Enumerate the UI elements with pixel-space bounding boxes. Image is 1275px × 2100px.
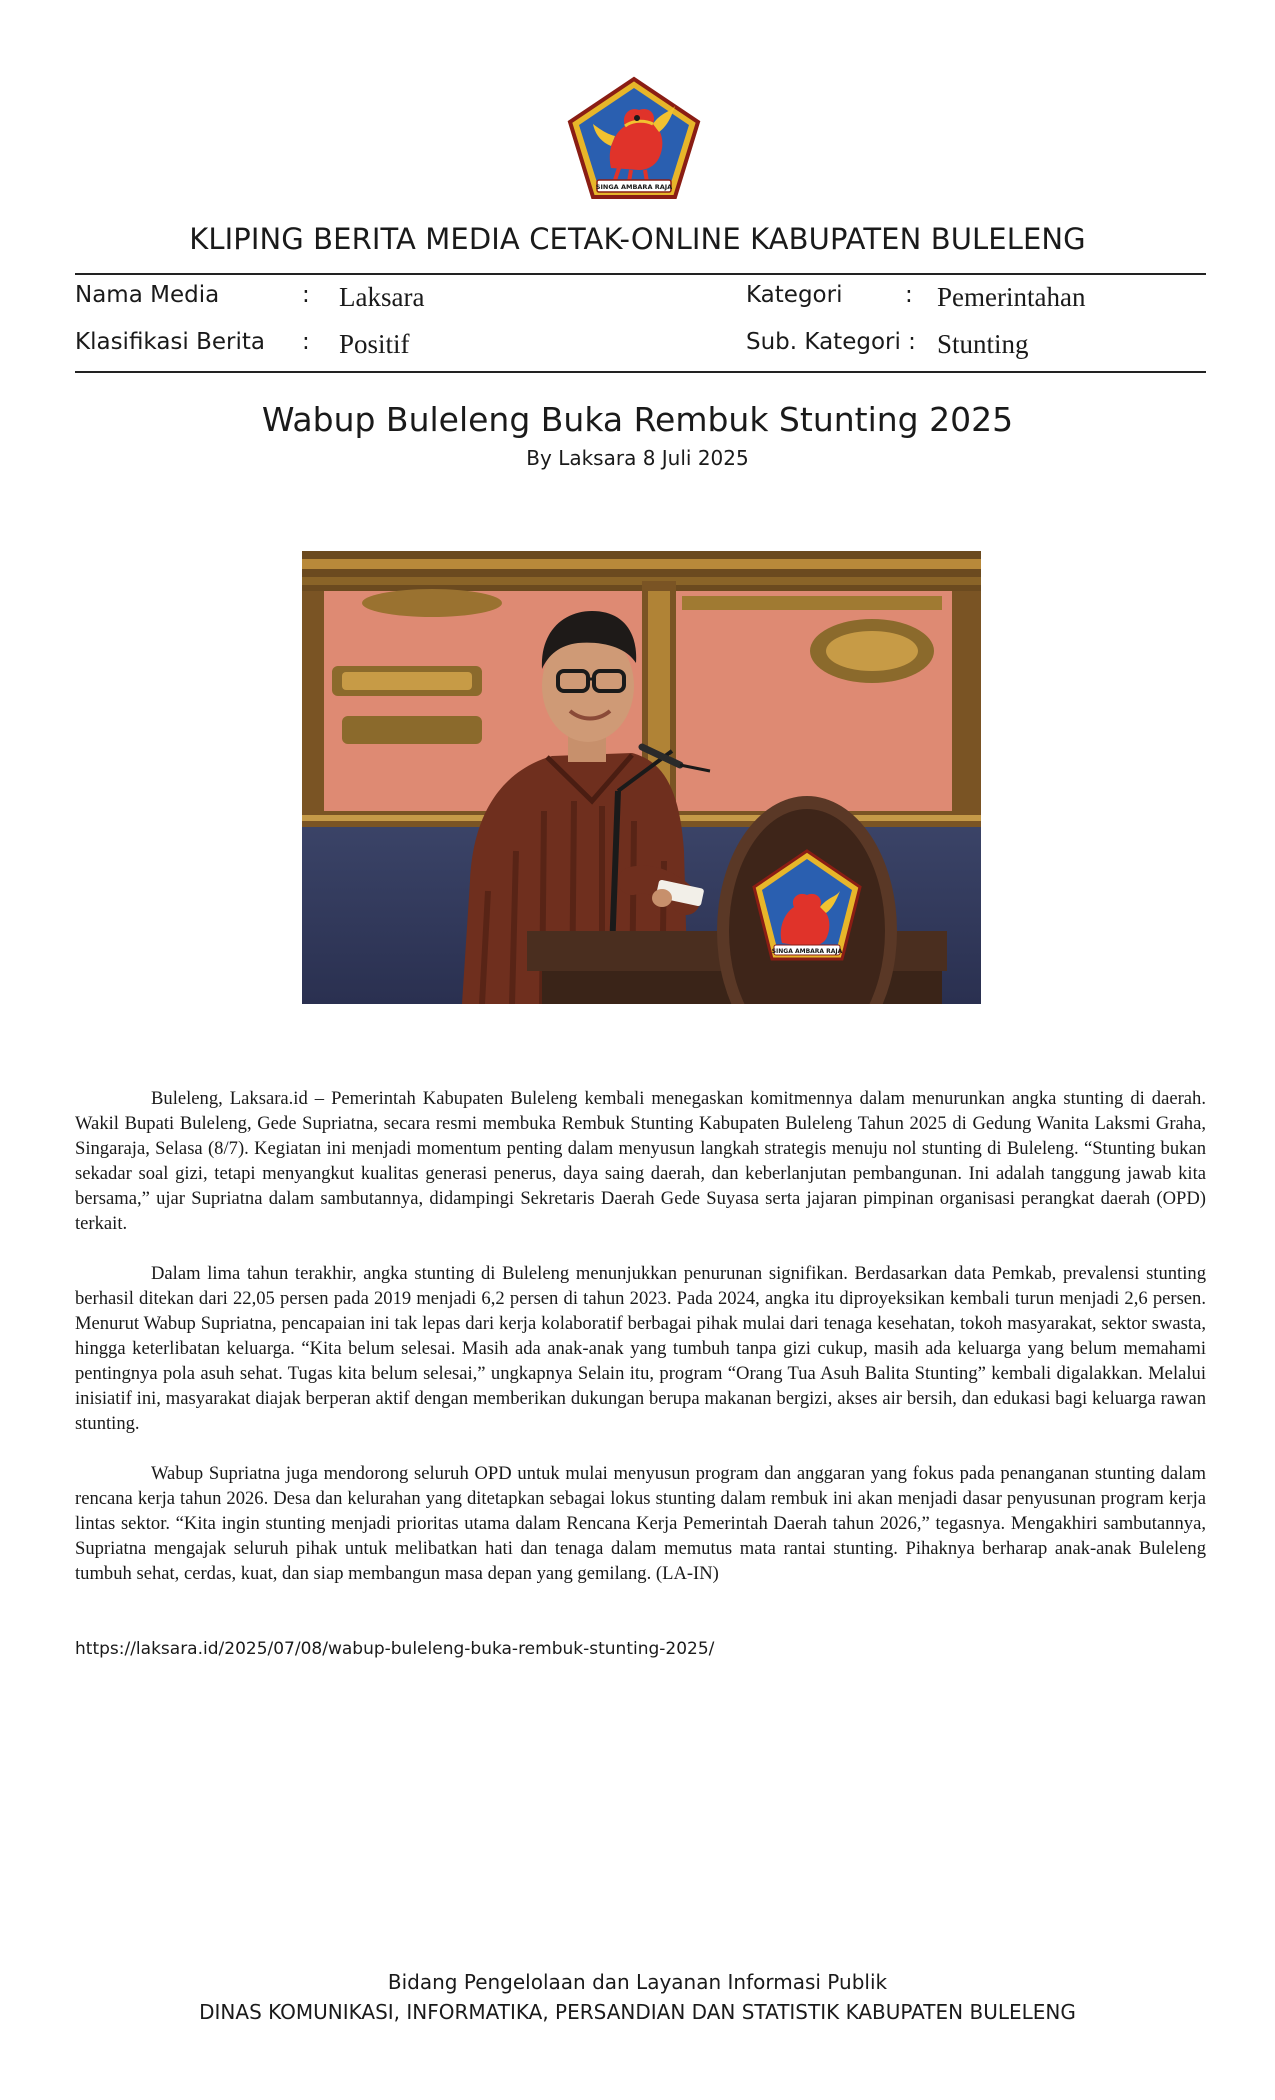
category-value: Pemerintahan [937,282,1086,312]
article-byline: By Laksara 8 Juli 2025 [526,446,749,470]
document-title: KLIPING BERITA MEDIA CETAK-ONLINE KABUPATEN BULELENG [189,222,1086,256]
article-photo [302,551,981,1004]
header-top-rule [75,273,1206,275]
classification-label: Klasifikasi Berita [75,329,266,355]
category-colon: : [905,282,913,308]
footer-agency: DINAS KOMUNIKASI, INFORMATIKA, PERSANDIAN DAN STATISTIK KABUPATEN BULELENG [199,2000,1076,2024]
article-paragraph: Dalam lima tahun terakhir, angka stunting di Buleleng menunjukkan penurunan signifikan. Berdasarkan data Pemkab, prevalensi stunting berhasil ditekan dari 22,05 persen pada 2019 menjadi 6,2 persen di tahun 2023. Pada 2024, angka itu diproyeksikan kembali turun menjadi 2,6 persen. Menurut Wabup Supriatna, pencapaian ini tak lepas dari kerja kolaboratif berbagai pihak mulai dari tenaga kesehatan, tokoh masyarakat, sektor swasta, hingga keterlibatan keluarga. “Kita belum selesai. Masih ada anak-anak yang tumbuh tanpa gizi cukup, masih ada keluarga yang belum memahami pentingnya pola asuh sehat. Tugas kita belum selesai,” ungkapnya Selain itu, program “Orang Tua Asuh Balita Stunting” kembali digalakkan. Melalui inisiatif ini, masyarakat diajak berperan aktif dengan memberikan dukungan berupa makanan bergizi, akses air bersih, dan edukasi bagi keluarga rawan stunting. [75,1263,1206,1434]
header-bottom-rule [75,371,1206,373]
article-body [75,1086,1206,1611]
article-paragraph: Wabup Supriatna juga mendorong seluruh OPD untuk mulai menyusun program dan anggaran yang fokus pada penanganan stunting dalam rencana kerja tahun 2026. Desa dan kelurahan yang ditetapkan sebagai lokus stunting dalam rembuk ini akan menjadi dasar penyusunan program kerja lintas sektor. “Kita ingin stunting menjadi prioritas utama dalam Rencana Kerja Pemerintah Daerah tahun 2026,” tegasnya. Mengakhiri sambutannya, Supriatna mengajak seluruh pihak untuk melibatkan hati dan tenaga dalam memutus mata rantai stunting. Pihaknya berharap anak-anak Buleleng tumbuh sehat, cerdas, kuat, dan siap membangun masa depan yang gemilang. (LA-IN) [75,1463,1206,1584]
subcategory-value: Stunting [937,329,1029,359]
kabupaten-logo [567,76,701,200]
podium-crest-motto: SINGA AMBARA RAJA [771,948,843,955]
classification-colon: : [302,329,310,355]
media-value: Laksara [339,282,425,312]
article-paragraph: Buleleng, Laksara.id – Pemerintah Kabupaten Buleleng kembali menegaskan komitmennya dalam menurunkan angka stunting di daerah. Wakil Bupati Buleleng, Gede Supriatna, secara resmi membuka Rembuk Stunting Kabupaten Buleleng Tahun 2025 di Gedung Wanita Laksmi Graha, Singaraja, Selasa (8/7). Kegiatan ini menjadi momentum penting dalam menyusun langkah strategis menuju nol stunting di Buleleng. “Stunting bukan sekadar soal gizi, tetapi menyangkut kualitas generasi penerus, daya saing daerah, dan keberlanjutan pembangunan. Ini adalah tanggung jawab kita bersama,” ujar Supriatna dalam sambutannya, didampingi Sekretaris Daerah Gede Suyasa serta jajaran pimpinan organisasi perangkat daerah (OPD) terkait. [75,1088,1206,1234]
source-url[interactable]: https://laksara.id/2025/07/08/wabup-buleleng-buka-rembuk-stunting-2025/ [75,1639,715,1659]
category-label: Kategori [746,282,843,308]
classification-value: Positif [339,329,410,359]
crest-motto: SINGA AMBARA RAJA [595,183,673,191]
media-colon: : [302,282,310,308]
media-label: Nama Media [75,282,220,308]
article-title: Wabup Buleleng Buka Rembuk Stunting 2025 [261,400,1014,439]
footer-department: Bidang Pengelolaan dan Layanan Informasi Publik [387,1970,888,1994]
buleleng-crest-icon [567,76,701,200]
speaker-at-podium-photo-icon [302,551,981,1004]
subcategory-label: Sub. Kategori : [746,329,916,355]
